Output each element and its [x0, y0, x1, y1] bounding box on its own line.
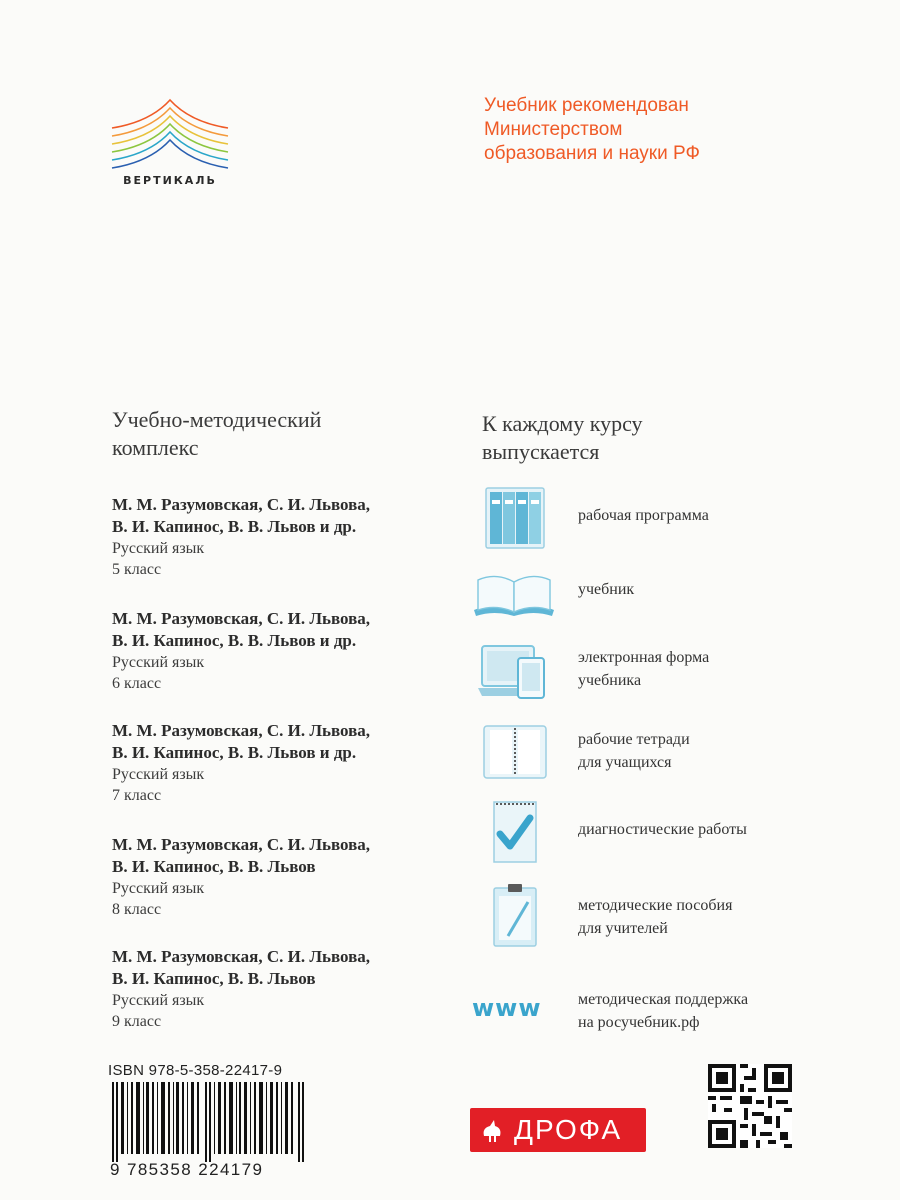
open-book-icon — [472, 566, 556, 630]
item-label-line: диагностические работы — [578, 821, 747, 838]
book-authors: М. М. Разумовская, С. И. Львова, — [112, 609, 371, 628]
book-grade: 7 класс — [112, 787, 162, 804]
item-label — [578, 894, 818, 940]
book-subject: Русский язык — [112, 992, 205, 1009]
publisher-name: ДРОФА — [514, 1114, 623, 1145]
book-entry — [112, 608, 432, 694]
book-grade: 5 класс — [112, 561, 162, 578]
book-grade: 6 класс — [112, 675, 162, 692]
book-entry — [112, 494, 432, 580]
checklist-icon — [472, 800, 556, 864]
item-label — [578, 988, 818, 1034]
book-entry — [112, 834, 432, 920]
book-authors: М. М. Разумовская, С. И. Львова, — [112, 721, 371, 740]
item-label-line: учебник — [578, 581, 635, 598]
item-label — [578, 728, 818, 774]
book-authors: В. И. Капинос, В. В. Львов и др. — [112, 517, 357, 536]
item-label-line: методические пособия — [578, 897, 733, 914]
book-authors: М. М. Разумовская, С. И. Львова, — [112, 835, 371, 854]
item-label-line: электронная форма — [578, 649, 710, 666]
publisher-logo — [470, 1108, 646, 1152]
item-label-line: рабочая программа — [578, 507, 709, 524]
item-label — [578, 504, 818, 527]
barcode — [110, 1082, 308, 1162]
book-authors: М. М. Разумовская, С. И. Львова, — [112, 495, 371, 514]
devices-icon — [472, 642, 556, 706]
qr-code — [708, 1064, 792, 1148]
recommendation-note — [484, 94, 784, 166]
item-label-line: на росучебник.рф — [578, 1014, 700, 1031]
logo-wordmark: ВЕРТИКАЛЬ — [123, 174, 217, 187]
item-label-line: для учителей — [578, 920, 668, 937]
complex-heading — [112, 406, 412, 462]
www-icon — [472, 994, 556, 1034]
book-grade: 8 класс — [112, 901, 162, 918]
book-entry — [112, 946, 432, 1032]
item-label-line: учебника — [578, 672, 642, 689]
item-label-line: методическая поддержка — [578, 991, 749, 1008]
item-label — [578, 646, 818, 692]
item-label-line: для учащихся — [578, 754, 672, 771]
products-heading — [482, 410, 782, 466]
bustard-icon — [478, 1116, 506, 1144]
book-authors: В. И. Капинос, В. В. Львов — [112, 969, 316, 988]
book-authors: В. И. Капинос, В. В. Львов — [112, 857, 316, 876]
item-label-line: рабочие тетради — [578, 731, 690, 748]
item-label — [578, 818, 818, 841]
book-authors: В. И. Капинос, В. В. Львов и др. — [112, 631, 357, 650]
heading-line: выпускается — [482, 439, 600, 464]
book-subject: Русский язык — [112, 766, 205, 783]
recommendation-line: Учебник рекомендован — [484, 95, 689, 116]
barcode-digits: 9 785358 224179 — [110, 1160, 264, 1179]
book-grade: 9 класс — [112, 1013, 162, 1030]
heading-line: Учебно-методический — [112, 407, 322, 432]
www-text: www — [472, 994, 542, 1022]
book-subject: Русский язык — [112, 880, 205, 897]
book-authors: М. М. Разумовская, С. И. Львова, — [112, 947, 371, 966]
notebook-icon — [472, 722, 556, 786]
binders-icon — [472, 486, 556, 550]
book-authors: В. И. Капинос, В. В. Львов и др. — [112, 743, 357, 762]
book-entry — [112, 720, 432, 806]
recommendation-line: образования и науки РФ — [484, 143, 700, 164]
heading-line: комплекс — [112, 435, 199, 460]
isbn-number: ISBN 978-5-358-22417-9 — [108, 1062, 283, 1079]
recommendation-line: Министерством — [484, 119, 623, 140]
item-label — [578, 578, 818, 601]
clipboard-icon — [472, 884, 556, 948]
book-subject: Русский язык — [112, 540, 205, 557]
book-subject: Русский язык — [112, 654, 205, 671]
heading-line: К каждому курсу — [482, 411, 643, 436]
